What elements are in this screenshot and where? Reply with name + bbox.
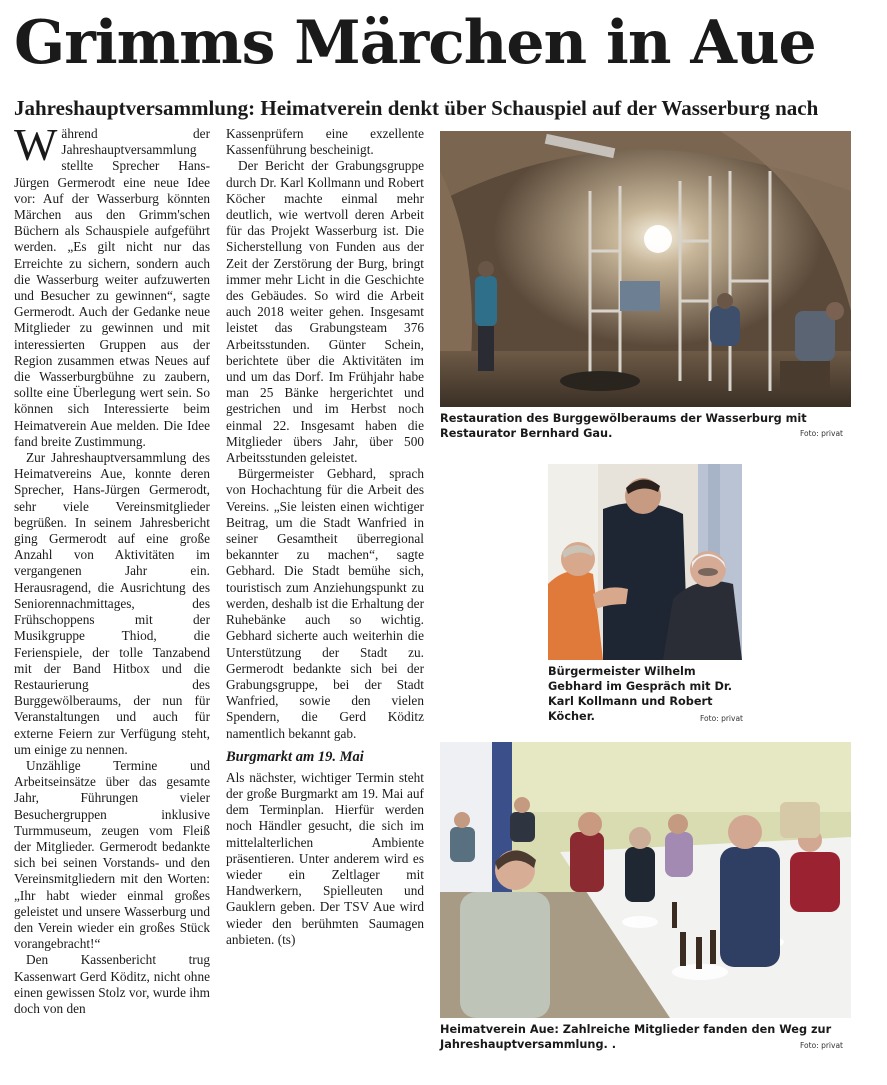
article-paragraph [14,119,210,450]
article-subheading: Burgmarkt am 19. Mai [226,748,364,765]
cellar-photo-illustration [440,131,851,407]
article-column-2 [226,126,424,1066]
article-paragraph: Den Kassenbericht trug Kassenwart Gerd Köditz, nicht ohne einen gewissen Stolz vor, wurde ihm doch von den [14,952,210,1016]
photo-credit: Foto: privat [700,714,743,723]
headline: Grimms Märchen in Aue [14,8,816,78]
meeting-photo-illustration [440,742,851,1018]
photo-annual-meeting [440,742,851,1018]
article-paragraph: Als nächster, wichtiger Termin steht der große Burgmarkt am 19. Mai auf dem Terminplan. Hierfür werden noch Händler gesucht, die sich im mittelalterlichen Ambiente präsentieren. Unter anderem wird es wieder ein Zeltlager mit Handwerkern, Spielleuten und Gauklern geben. Der TSV Aue wird wieder den berühmten Saumagen anbieten. (ts) [226,769,424,947]
photo-caption: Bürgermeister Wilhelm Gebhard im Gespräch mit Dr. Karl Kollmann und Robert Köcher. [548,665,733,723]
article-paragraph: Kassenprüfern eine exzellente Kassenführung bescheinigt. [226,126,424,158]
photo-caption: Restauration des Burggewölberaums der Wasserburg mit Restaurator Bernhard Gau. [440,412,807,440]
photo-credit: Foto: privat [800,429,843,438]
conversation-photo-illustration [548,464,742,660]
article-paragraph: Unzählige Termine und Arbeitseinsätze über das gesamte Jahr, Führungen vieler Besuchergruppen inklusive Turmmuseum, zeugen vom Fleiß der Mitglieder. Germerodt bedankte sich bei seinen Vorstands- und den Vereinsmitgliedern mit den Worten: „Ihr habt wieder einmal großes geleistet und unsere Wasserburg und den Verein wieder ein großes Stück vorangebracht!“ [14,757,210,952]
article-paragraph: Der Bericht der Grabungsgruppe durch Dr. Karl Kollmann und Robert Köcher machte einmal mehr deutlich, wie wertvoll deren Arbeit für das Projekt Wasserburg ist. Die Sicherstellung von Funden aus der Zeit der Zerstörung der Burg, bringt immer mehr Licht in die Geschichte des Gebäudes. So wird die Arbeit auch 2018 weiter gehen. Insgesamt leistet das Grabungsteam 376 Arbeitsstunden. Günter Schein, berichtete über die Aktivitäten im und um das Dorf. Im Frühjahr habe man 25 Bänke hergerichtet und gestrichen und im Herbst noch einmal 22. Insgesamt haben die Mitglieder übers Jahr, über 500 Arbeitsstunden geleistet. [226,158,424,466]
photo-caption: Heimatverein Aue: Zahlreiche Mitglieder fanden den Weg zur Jahreshauptversammlung. . [440,1023,832,1051]
drop-cap: W [14,119,58,170]
article-paragraph: Zur Jahreshauptversammlung des Heimatvereins Aue, konnte deren Sprecher, Hans-Jürgen Germerodt, sehr viele Vereinsmitglieder begrüßen. In seinem Jahresbericht ging Germerodt auf eine große Anzahl von Aktivitäten im vergangenen Jahr ein. Herausragend, die Ausrichtung des Seniorennachmittages, des Frühschoppens mit der Musikgruppe Thiod, die Ferienspiele, der tolle Tanzabend mit der Band Hitbox und die Restaurierung des Burggewölberaums, der nun für Veranstaltungen und auch für externe Feiern zur Verfügung steht, um einige zu nennen. [14,450,210,757]
photo-cellar-restoration [440,131,851,407]
paragraph-text: ährend der Jahreshauptversammlung stellte Sprecher Hans-Jürgen Germerodt eine neue Idee vor: Auf der Wasserburg könnten Märchen aus den Grimm'schen Büchern als Schauspiele aufgeführt werden. „Es gilt nicht nur das Erreichte zu sichern, sondern auch die Wasserburg weiter aufzuwerten und Besucher zu gewinnen“, sagte Germerodt. Auch der Gedanke neue Mitglieder zu gewinnen und mit interessierten Gruppen aus der Region zusammen etwas Neues auf die Wasserburgbühne zu zaubern, sollte eine Überlegung wert sein. So können sich Interessierte beim Heimatverein Aue melden. Die Idee fand breite Zustimmung. [14,126,210,449]
photo-credit: Foto: privat [800,1041,843,1050]
subheadline: Jahreshauptversammlung: Heimatverein denkt über Schauspiel auf der Wasserburg nach [14,96,819,120]
article-paragraph: Bürgermeister Gebhard, sprach von Hochachtung für die Arbeit des Vereins. „Sie leisten einen wichtiger Beitrag, um die Stadt Wanfried in seiner Gesamtheit überregional bekannter zu machen“, sagte Gebhard. Die Stadt bemühe sich, touristisch zum Anziehungspunkt zu werden, deshalb ist die Erhaltung der Ruhebänke auch so wichtig. Gebhard sicherte auch weiterhin die Unterstützung der Stadt zu. Germerodt bedankte sich bei der Grabungsgruppe, bei der Stadt Wanfried, sowie den vielen Spendern, die Gerd Köditz namentlich bekannt gab. [226,466,424,741]
photo-mayor-conversation [548,464,742,660]
article-column-1 [14,119,210,1066]
